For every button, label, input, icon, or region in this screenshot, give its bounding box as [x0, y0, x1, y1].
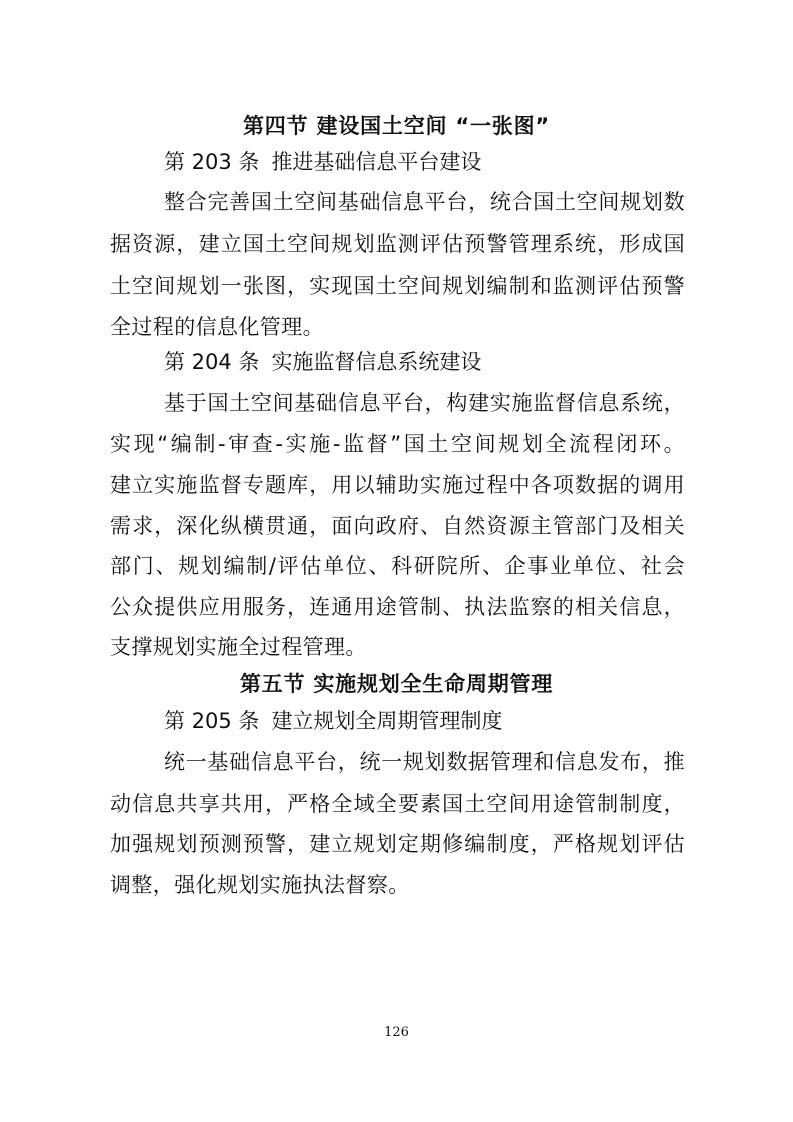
article-title: 实施监督信息系统建设 — [271, 350, 482, 374]
article-number: 第 204 条 — [164, 350, 260, 374]
section-heading-5: 第五节 实施规划全生命周期管理 — [239, 672, 554, 696]
paragraph-line: 据资源，建立国土空间规划监测评估预警管理系统，形成国 — [110, 232, 685, 256]
article-203-heading — [164, 148, 481, 176]
paragraph-line: 部门、规划编制/评估单位、科研院所、企事业单位、社会 — [110, 554, 685, 578]
article-205-heading — [164, 707, 502, 735]
article-204-heading — [164, 348, 481, 376]
article-number: 第 205 条 — [164, 709, 260, 733]
article-number: 第 203 条 — [164, 150, 260, 174]
paragraph-line: 需求，深化纵横贯通，面向政府、自然资源主管部门及相关 — [110, 514, 685, 538]
paragraph-line: 公众提供应用服务，连通用途管制、执法监察的相关信息， — [110, 595, 685, 619]
section-heading-4: 第四节 建设国土空间 “一张图” — [242, 114, 551, 138]
paragraph-line: 基于国土空间基础信息平台，构建实施监督信息系统， — [164, 391, 685, 415]
article-title: 建立规划全周期管理制度 — [271, 709, 503, 733]
article-title: 推进基础信息平台建设 — [271, 150, 482, 174]
paragraph-line: 支撑规划实施全过程管理。 — [110, 635, 367, 659]
paragraph-line: 调整，强化规划实施执法督察。 — [110, 873, 410, 897]
paragraph-line: 动信息共享共用，严格全域全要素国土空间用途管制制度， — [110, 792, 685, 816]
paragraph-line: 整合完善国土空间基础信息平台，统合国土空间规划数 — [164, 190, 685, 214]
paragraph-line: 实现“编制-审查-实施-监督”国土空间规划全流程闭环。 — [110, 432, 685, 456]
paragraph-line: 建立实施监督专题库，用以辅助实施过程中各项数据的调用 — [110, 473, 685, 497]
page-number: 126 — [384, 1025, 409, 1040]
paragraph-line: 全过程的信息化管理。 — [110, 315, 324, 339]
paragraph-line: 土空间规划一张图，实现国土空间规划编制和监测评估预警 — [110, 274, 685, 298]
paragraph-line: 加强规划预测预警，建立规划定期修编制度，严格规划评估 — [110, 832, 685, 856]
paragraph-line: 统一基础信息平台，统一规划数据管理和信息发布，推 — [164, 750, 685, 774]
